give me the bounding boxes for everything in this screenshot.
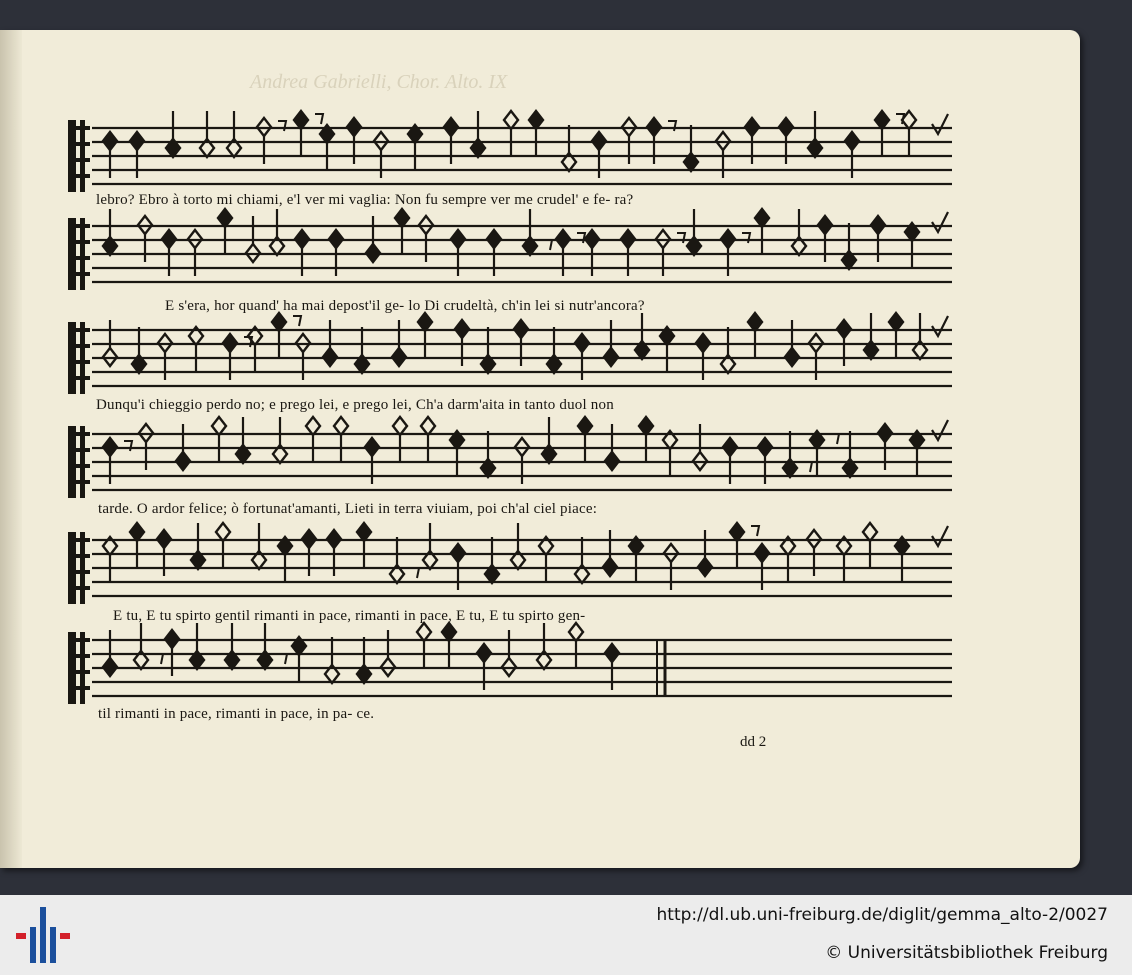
rest-icon <box>278 121 286 131</box>
note-icon <box>130 523 144 541</box>
note-icon <box>327 530 341 548</box>
note-icon <box>216 523 230 541</box>
note-icon <box>721 230 735 248</box>
lyric-line-5: E tu, E tu spirto gentil rimanti in pace, rimanti in pace, E tu, E tu spirto gen- <box>113 608 586 624</box>
clef-icon <box>80 426 85 498</box>
clef-icon <box>68 532 76 604</box>
note-icon <box>451 544 465 562</box>
note-icon <box>592 132 606 150</box>
clef-icon <box>72 538 90 542</box>
clef-icon <box>72 376 90 380</box>
note-icon <box>504 111 518 129</box>
note-icon <box>176 452 190 470</box>
clef-icon <box>72 432 90 436</box>
clef-icon <box>72 126 90 130</box>
note-icon <box>605 644 619 662</box>
note-icon <box>103 658 117 676</box>
note-icon <box>223 334 237 352</box>
clef-icon <box>72 586 90 590</box>
note-icon <box>785 348 799 366</box>
note-icon <box>604 348 618 366</box>
clef-icon <box>72 158 90 162</box>
note-icon <box>871 216 885 234</box>
clef-icon <box>72 654 90 658</box>
note-icon <box>578 417 592 435</box>
note-icon <box>779 118 793 136</box>
note-icon <box>845 132 859 150</box>
signature-mark: dd 2 <box>740 734 767 750</box>
clef-icon <box>68 322 76 394</box>
note-icon <box>347 118 361 136</box>
note-icon <box>605 452 619 470</box>
clef-icon <box>80 218 85 290</box>
clef-icon <box>72 464 90 468</box>
rest-icon <box>124 441 132 451</box>
rest-icon <box>742 233 750 243</box>
rest-icon <box>544 240 552 250</box>
note-icon <box>755 544 769 562</box>
note-icon <box>294 111 308 129</box>
note-icon <box>698 558 712 576</box>
clef-icon <box>72 224 90 228</box>
note-icon <box>818 216 832 234</box>
clef-icon <box>72 670 90 674</box>
note-icon <box>755 209 769 227</box>
note-icon <box>556 230 570 248</box>
clef-icon <box>72 256 90 260</box>
clef-icon <box>72 344 90 348</box>
note-icon <box>442 623 456 641</box>
note-icon <box>451 230 465 248</box>
clef-icon <box>68 426 76 498</box>
note-icon <box>306 417 320 435</box>
lyric-line-2: E s'era, hor quand' ha mai depost'il ge- lo Di crudeltà, ch'in lei si nutr'ancora? <box>165 298 645 314</box>
lyric-line-3: Dunqu'i chieggio perdo no; e prego lei, e prego lei, Ch'a darm'aita in tanto duol non <box>96 397 614 413</box>
note-icon <box>357 523 371 541</box>
clef-icon <box>72 142 90 146</box>
rest-icon <box>411 568 419 578</box>
custos-icon <box>932 420 948 440</box>
clef-icon <box>72 272 90 276</box>
clef-icon <box>68 218 76 290</box>
note-icon <box>878 424 892 442</box>
note-icon <box>165 630 179 648</box>
custos-icon <box>932 114 948 134</box>
clef-icon <box>72 174 90 178</box>
note-icon <box>130 132 144 150</box>
note-icon <box>218 209 232 227</box>
note-icon <box>863 523 877 541</box>
note-icon <box>621 230 635 248</box>
rest-icon <box>831 434 839 444</box>
note-icon <box>272 313 286 331</box>
rest-icon <box>804 462 812 472</box>
note-icon <box>366 244 380 262</box>
clef-icon <box>80 322 85 394</box>
bleed-through-header: Andrea Gabrielli, Chor. Alto. IX <box>250 71 508 93</box>
note-icon <box>875 111 889 129</box>
note-icon <box>418 313 432 331</box>
note-icon <box>585 230 599 248</box>
rest-icon <box>315 114 323 124</box>
rest-icon <box>293 316 301 326</box>
note-icon <box>157 530 171 548</box>
clef-icon <box>68 632 76 704</box>
footer-bar <box>0 895 1132 975</box>
rest-icon <box>751 526 759 536</box>
note-icon <box>455 320 469 338</box>
note-icon <box>295 230 309 248</box>
lyric-line-4: tarde. O ardor felice; ò fortunat'amanti, Lieti in terra viuiam, poi ch'al ciel piace: <box>98 501 598 517</box>
clef-icon <box>72 240 90 244</box>
note-icon <box>575 334 589 352</box>
note-icon <box>395 209 409 227</box>
note-icon <box>444 118 458 136</box>
note-icon <box>748 313 762 331</box>
source-url-link[interactable]: http://dl.ub.uni-freiburg.de/diglit/gemma_alto-2/0027 <box>656 905 1108 925</box>
note-icon <box>723 438 737 456</box>
rest-icon <box>668 121 676 131</box>
note-icon <box>393 417 407 435</box>
note-icon <box>329 230 343 248</box>
clef-icon <box>72 328 90 332</box>
note-icon <box>392 348 406 366</box>
clef-icon <box>72 570 90 574</box>
clef-icon <box>72 360 90 364</box>
rest-icon <box>279 654 287 664</box>
clef-icon <box>72 480 90 484</box>
note-icon <box>647 118 661 136</box>
note-icon <box>487 230 501 248</box>
rest-icon <box>677 233 685 243</box>
clef-icon <box>80 120 85 192</box>
note-icon <box>889 313 903 331</box>
lyric-line-6: til rimanti in pace, rimanti in pace, in pa- ce. <box>98 706 375 722</box>
note-icon <box>569 623 583 641</box>
note-icon <box>421 417 435 435</box>
note-icon <box>837 320 851 338</box>
custos-icon <box>932 526 948 546</box>
note-icon <box>365 438 379 456</box>
note-icon <box>103 132 117 150</box>
note-icon <box>639 417 653 435</box>
note-icon <box>334 417 348 435</box>
clef-icon <box>72 638 90 642</box>
note-icon <box>758 438 772 456</box>
clef-icon <box>72 448 90 452</box>
copyright-text: © Universitätsbibliothek Freiburg <box>825 943 1108 963</box>
custos-icon <box>932 316 948 336</box>
note-icon <box>529 111 543 129</box>
note-icon <box>514 320 528 338</box>
rest-icon <box>155 654 163 664</box>
rest-icon <box>577 233 585 243</box>
clef-icon <box>72 686 90 690</box>
note-icon <box>477 644 491 662</box>
note-icon <box>417 623 431 641</box>
note-icon <box>696 334 710 352</box>
custos-icon <box>932 212 948 232</box>
note-icon <box>603 558 617 576</box>
clef-icon <box>72 554 90 558</box>
note-icon <box>162 230 176 248</box>
library-logo-icon <box>14 905 72 965</box>
note-icon <box>212 417 226 435</box>
clef-icon <box>80 632 85 704</box>
note-icon <box>323 348 337 366</box>
note-icon <box>103 438 117 456</box>
note-icon <box>302 530 316 548</box>
note-icon <box>745 118 759 136</box>
clef-icon <box>68 120 76 192</box>
note-icon <box>730 523 744 541</box>
clef-icon <box>80 532 85 604</box>
lyric-line-1: lebro? Ebro à torto mi chiami, e'l ver mi vaglia: Non fu sempre ver me crudel' e fe- ra? <box>96 192 634 208</box>
